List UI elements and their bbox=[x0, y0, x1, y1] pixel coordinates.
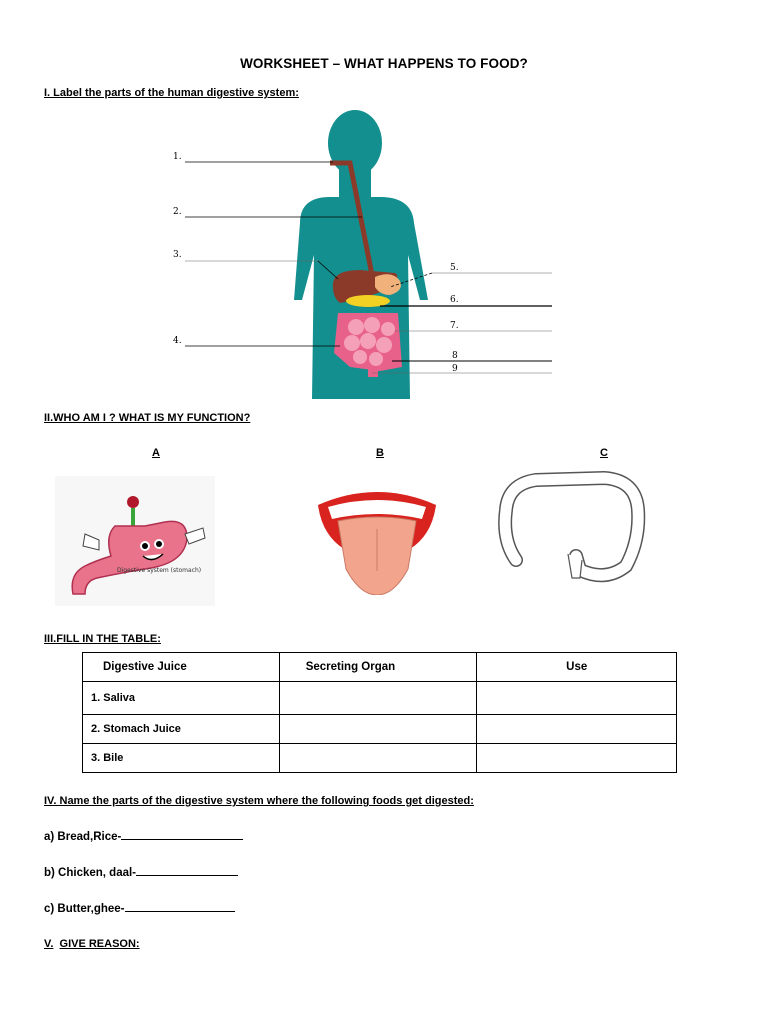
use-cell[interactable] bbox=[477, 744, 677, 773]
digestive-system-diagram bbox=[0, 105, 768, 405]
worksheet-title: WORKSHEET – WHAT HAPPENS TO FOOD? bbox=[240, 56, 528, 71]
header-use: Use bbox=[477, 653, 677, 682]
section-1-heading: I. Label the parts of the human digestive system: bbox=[44, 87, 299, 99]
table-row bbox=[83, 715, 677, 744]
section-5-heading bbox=[44, 938, 140, 950]
label-7: 7. bbox=[450, 321, 459, 331]
stomach-cartoon-image bbox=[55, 476, 215, 606]
secreting-organ-cell[interactable] bbox=[279, 715, 477, 744]
column-c-label: C bbox=[600, 447, 608, 459]
use-cell[interactable] bbox=[477, 682, 677, 715]
question-c bbox=[44, 900, 235, 915]
apple-icon bbox=[127, 496, 139, 508]
header-digestive-juice: Digestive Juice bbox=[83, 653, 280, 682]
row-label-stomach-juice: 2. Stomach Juice bbox=[83, 715, 280, 744]
label-2: 2. bbox=[173, 207, 182, 217]
rectum bbox=[368, 367, 378, 377]
table-row bbox=[83, 682, 677, 715]
label-6: 6. bbox=[450, 295, 459, 305]
question-a bbox=[44, 828, 243, 843]
answer-b-blank[interactable] bbox=[136, 864, 238, 876]
label-5: 5. bbox=[450, 263, 459, 273]
label-1: 1. bbox=[173, 152, 182, 162]
answer-c-blank[interactable] bbox=[125, 900, 235, 912]
use-cell[interactable] bbox=[477, 715, 677, 744]
stomach-caption: Digestive system (stomach) bbox=[117, 567, 202, 574]
digestive-juice-table bbox=[82, 652, 677, 773]
section-3-heading: III.FILL IN THE TABLE: bbox=[44, 633, 161, 645]
large-intestine-image bbox=[496, 470, 646, 588]
column-a-label: A bbox=[152, 447, 160, 459]
pancreas bbox=[346, 295, 390, 307]
label-8: 8 bbox=[452, 351, 458, 361]
section-2-heading: II.WHO AM I ? WHAT IS MY FUNCTION? bbox=[44, 412, 251, 424]
secreting-organ-cell[interactable] bbox=[279, 682, 477, 715]
secreting-organ-cell[interactable] bbox=[279, 744, 477, 773]
row-label-saliva: 1. Saliva bbox=[83, 682, 280, 715]
row-label-bile: 3. Bile bbox=[83, 744, 280, 773]
question-b-text: b) Chicken, daal- bbox=[44, 867, 137, 879]
label-3: 3. bbox=[173, 250, 182, 260]
table-header-row bbox=[83, 653, 677, 682]
label-9: 9 bbox=[452, 364, 458, 374]
question-a-text: a) Bread,Rice- bbox=[44, 831, 122, 843]
label-4: 4. bbox=[173, 336, 182, 346]
section-5-number: V. bbox=[44, 938, 54, 950]
answer-a-blank[interactable] bbox=[121, 828, 243, 840]
column-b-label: B bbox=[376, 447, 384, 459]
header-secreting-organ: Secreting Organ bbox=[279, 653, 477, 682]
section-5-title: GIVE REASON: bbox=[59, 938, 140, 950]
table-row bbox=[83, 744, 677, 773]
question-b bbox=[44, 864, 238, 879]
question-c-text: c) Butter,ghee- bbox=[44, 903, 125, 915]
section-4-heading: IV. Name the parts of the digestive system where the following foods get digested: bbox=[44, 795, 474, 807]
tongue-image bbox=[314, 485, 440, 595]
